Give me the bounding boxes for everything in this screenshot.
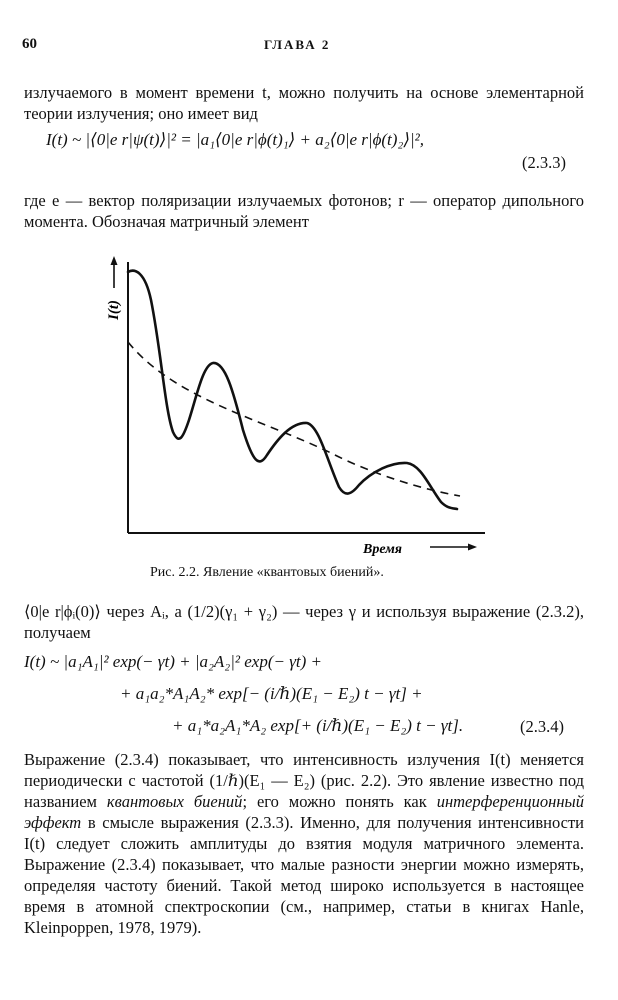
intro-paragraph: излучаемого в момент времени t, можно получить на основе элементарной теории излучения; оно имеет вид bbox=[24, 83, 584, 123]
matrix-element-paragraph: ⟨0|e r|ϕᵢ(0)⟩ через Aᵢ, а (1/2)(γ₁ + γ₂) — через γ и используя выражение (2.3.2), получаем bbox=[24, 602, 584, 642]
x-axis-label: Время bbox=[363, 542, 403, 557]
equation-2-3-4-line-2: + a₁a₂*A₁A₂* exp[− (i/ℏ)(E₁ − E₂) t − γt] + bbox=[120, 684, 423, 703]
quantum-beats-term: квантовых биений bbox=[106, 792, 243, 811]
x-axis-arrowhead-icon bbox=[468, 544, 477, 551]
conclusion-paragraph bbox=[24, 749, 584, 938]
page-number: 60 bbox=[22, 36, 37, 52]
page-header bbox=[0, 36, 618, 56]
decay-envelope-curve bbox=[128, 342, 460, 496]
conclusion-text-1: Выражение (2.3.4) показывает, что интенсивность излучения I(t) меняется периодически с частотой (1/ℏ)(E₁ — E₂) (рис. 2.2). Это явление известно под названием bbox=[24, 750, 584, 811]
equation-number-2-3-3: (2.3.3) bbox=[522, 153, 566, 172]
equation-number-2-3-4: (2.3.4) bbox=[520, 717, 564, 736]
where-paragraph: где e — вектор поляризации излучаемых фотонов; r — оператор дипольного момента. Обозначая матричный элемент bbox=[24, 191, 584, 231]
y-axis-label: I(t) bbox=[106, 300, 122, 320]
equation-2-3-3: I(t) ~ |⟨0|e r|ψ(t)⟩|² = |a₁⟨0|e r|ϕ(t)₁⟩ + a₂⟨0|e r|ϕ(t)₂⟩|², bbox=[46, 130, 424, 149]
interference-effect-term: интерференционный эффект bbox=[24, 792, 584, 832]
conclusion-text-2: ; его можно понять как bbox=[242, 792, 437, 811]
conclusion-text-3: в смысле выражения (2.3.3). Именно, для получения интенсивности I(t) следует сложить амплитуды до взятия модуля матричного элемента. Выражение (2.3.4) показывает, что малые разности энергии можно измерять, определяя частоту биений. Такой метод широко используется в настоящее время в атомной спектроскопии (см., например, статьи в книгах Hanle, Kleinpoppen, 1978, 1979). bbox=[24, 813, 584, 937]
intensity-curve bbox=[128, 271, 457, 509]
equation-2-3-4-line-3: + a₁*a₂A₁*A₂ exp[+ (i/ℏ)(E₁ − E₂) t − γt]. bbox=[172, 716, 464, 735]
figure-caption: Рис. 2.2. Явление «квантовых биений». bbox=[150, 565, 384, 580]
quantum-beats-figure bbox=[95, 250, 495, 562]
y-axis-arrowhead-icon bbox=[111, 256, 118, 265]
chapter-title: ГЛАВА 2 bbox=[264, 37, 331, 52]
equation-2-3-4-line-1: I(t) ~ |a₁A₁|² exp(− γt) + |a₂A₂|² exp(− γt) + bbox=[24, 652, 323, 671]
